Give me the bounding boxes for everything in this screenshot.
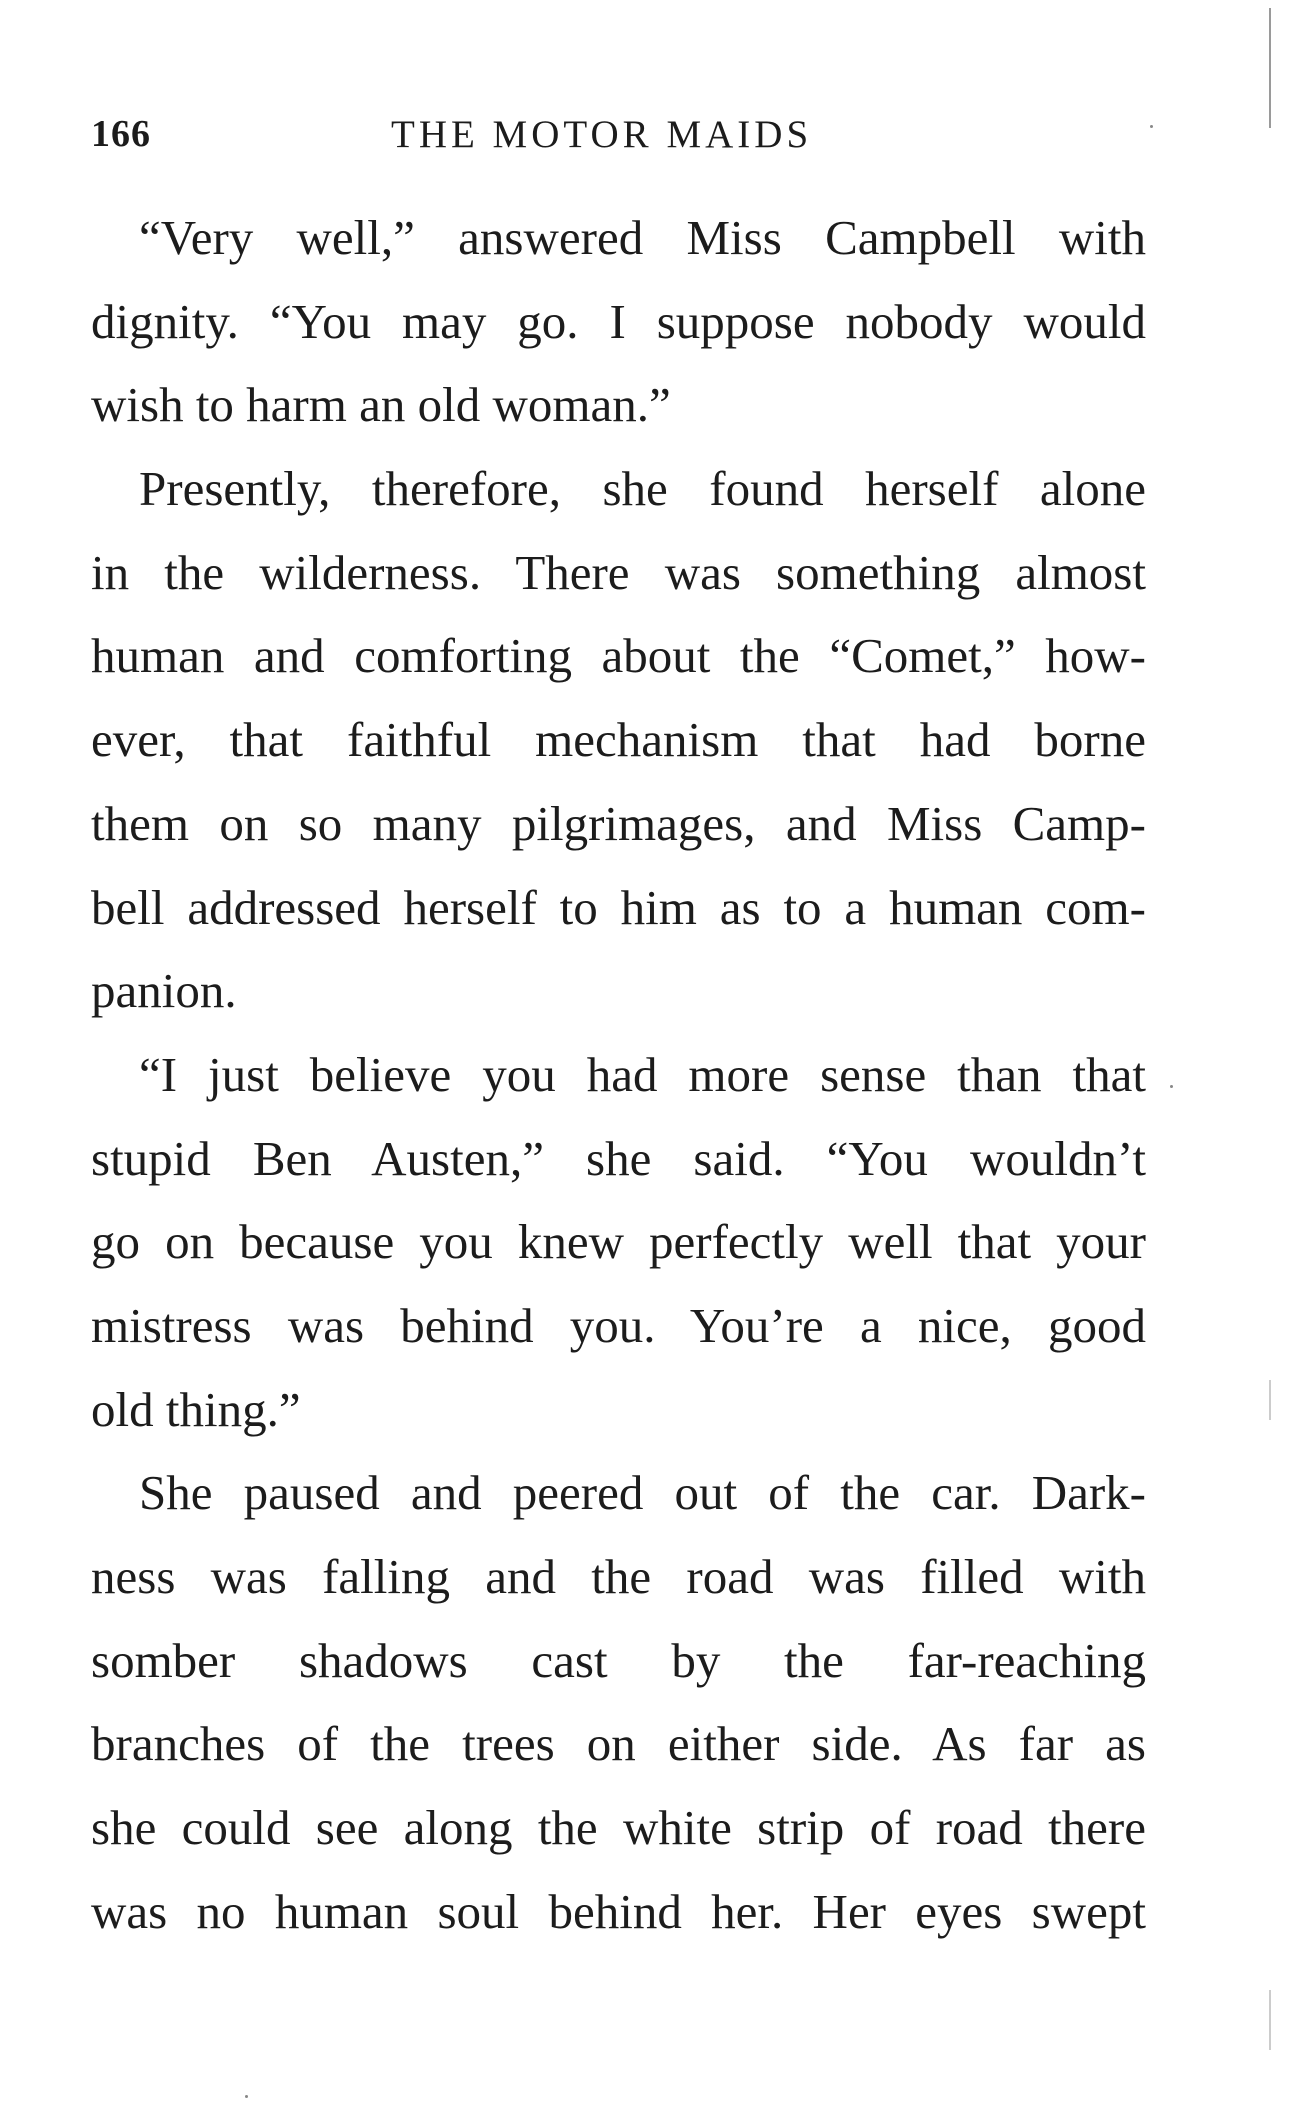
text-line: dignity. “You may go. I suppose nobody would: [91, 293, 1146, 349]
text-line: “I just believe you had more sense than that: [139, 1046, 1146, 1102]
text-line: she could see along the white strip of road there: [91, 1800, 1146, 1856]
text-line: Presently, therefore, she found herself alone: [139, 461, 1146, 517]
text-line: stupid Ben Austen,” she said. “You wouldn’t: [91, 1130, 1146, 1186]
text-line: She paused and peered out of the car. Dark-: [139, 1465, 1146, 1521]
text-line: in the wilderness. There was something almost: [91, 544, 1146, 600]
text-line: human and comforting about the “Comet,” how-: [91, 628, 1146, 684]
text-line: panion.: [91, 963, 237, 1019]
running-head: [91, 112, 1146, 162]
scan-edge-mark: [1269, 8, 1271, 128]
running-title: THE MOTOR MAIDS: [391, 113, 813, 156]
scan-speck: [1150, 125, 1153, 128]
scan-speck: [1170, 1085, 1173, 1088]
text-line: bell addressed herself to him as to a human com-: [91, 879, 1146, 935]
text-line: “Very well,” answered Miss Campbell with: [139, 210, 1146, 265]
text-line: was no human soul behind her. Her eyes swept: [91, 1883, 1146, 1939]
text-line: go on because you knew perfectly well that your: [91, 1214, 1146, 1270]
text-line: branches of the trees on either side. As far as: [91, 1716, 1146, 1772]
text-line: wish to harm an old woman.”: [91, 377, 671, 433]
text-line: ever, that faithful mechanism that had borne: [91, 712, 1146, 768]
scan-edge-mark: [1269, 1380, 1271, 1420]
body-text: [91, 196, 1146, 1953]
text-line: mistress was behind you. You’re a nice, good: [91, 1297, 1146, 1353]
scan-speck: [245, 2095, 248, 2098]
text-line: them on so many pilgrimages, and Miss Camp-: [91, 795, 1146, 851]
scan-edge-mark: [1269, 1990, 1271, 2050]
text-line: ness was falling and the road was filled with: [91, 1549, 1146, 1604]
page-number: 166: [91, 113, 151, 155]
text-line: old thing.”: [91, 1381, 301, 1437]
text-line: somber shadows cast by the far-reaching: [91, 1632, 1146, 1688]
